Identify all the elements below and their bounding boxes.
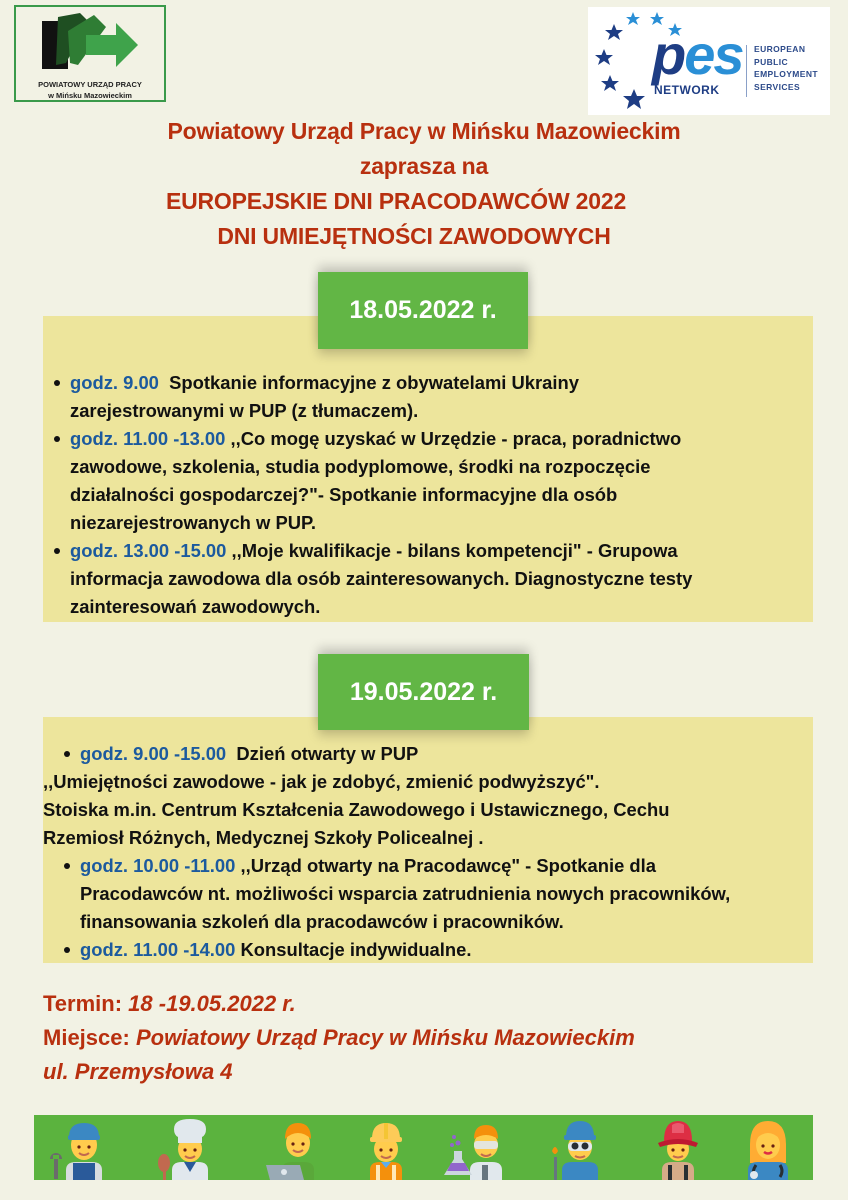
- bullet-icon: [54, 380, 60, 386]
- health-worker-icon: [732, 1115, 798, 1180]
- firefighter-icon: [644, 1115, 710, 1180]
- pup-logo-line1: POWIATOWY URZĄD PRACY: [38, 80, 142, 89]
- pes-divider: [746, 45, 747, 97]
- mechanic-icon: [46, 1115, 112, 1180]
- bullet-icon: [64, 947, 70, 953]
- event-day2-3: godz. 11.00 -14.00 Konsultacje indywidualne.: [80, 939, 472, 960]
- title-event: EUROPEJSKIE DNI PRACODAWCÓW 2022: [165, 188, 627, 214]
- technologist-icon: [260, 1115, 326, 1180]
- bullet-icon: [54, 436, 60, 442]
- title-invites: zaprasza na: [359, 153, 489, 179]
- event-time: godz. 9.00: [70, 372, 159, 393]
- construction-worker-icon: [352, 1115, 418, 1180]
- date-badge-day1: 18.05.2022 r.: [318, 272, 528, 349]
- cook-icon: [152, 1115, 218, 1180]
- event-place: Miejsce: Powiatowy Urząd Pracy w Mińsku Mazowieckim: [43, 1025, 635, 1050]
- event-time: godz. 13.00 -15.00: [70, 540, 227, 561]
- pup-arrows-icon: [38, 13, 146, 77]
- pup-logo-line2: w Mińsku Mazowieckim: [48, 91, 132, 100]
- pes-network-label: NETWORK: [654, 83, 720, 97]
- event-day2-1-head: godz. 9.00 -15.00 Dzień otwarty w PUP: [80, 743, 419, 764]
- event-time: godz. 10.00 -11.00: [80, 855, 236, 876]
- date-badge-day2: 19.05.2022 r.: [318, 654, 529, 730]
- event-day1-2: godz. 11.00 -13.00 ,,Co mogę uzyskać w Urzędzie - praca, poradnictwo zawodowe, szkolenia, studia podyplomowe, środki na rozpoczęcie działalności gospodarczej?"- Spotkanie informacyjne dla osób niezarejestrowanych w PUP.: [70, 428, 682, 533]
- professions-banner: [34, 1115, 813, 1180]
- event-time: godz. 11.00 -13.00: [70, 428, 226, 449]
- pes-subtitle: EUROPEAN PUBLIC EMPLOYMENT SERVICES: [754, 44, 818, 92]
- pes-network-logo: [588, 7, 830, 115]
- event-time: godz. 11.00 -14.00: [80, 939, 236, 960]
- event-address: ul. Przemysłowa 4: [43, 1059, 233, 1084]
- pup-logo: [14, 5, 166, 102]
- scientist-icon: [444, 1115, 510, 1180]
- title-subevent: DNI UMIEJĘTNOŚCI ZAWODOWYCH: [217, 223, 611, 249]
- event-time: godz. 9.00 -15.00: [80, 743, 227, 764]
- event-day1-1: godz. 9.00 Spotkanie informacyjne z obywatelami Ukrainy zarejestrowanymi w PUP (z tłumaczem).: [70, 372, 579, 421]
- title-organizer: Powiatowy Urząd Pracy w Mińsku Mazowieckim: [167, 118, 681, 144]
- event-day1-3: godz. 13.00 -15.00 ,,Moje kwalifikacje - bilans kompetencji" - Grupowa informacja zawodowa dla osób zainteresowanych. Diagnostyczne testy zainteresowań zawodowych.: [70, 540, 693, 617]
- event-day2-2: godz. 10.00 -11.00 ,,Urząd otwarty na Pracodawcę" - Spotkanie dla Pracodawców nt. możliwości wsparcia zatrudnienia nowych pracowników, finansowania szkoleń dla pracodawców i pracowników.: [80, 855, 731, 932]
- bullet-icon: [64, 863, 70, 869]
- event-day2-1-body: ,,Umiejętności zawodowe - jak je zdobyć, zmienić podwyższyć". Stoiska m.in. Centrum Kształcenia Zawodowego i Ustawicznego, Cechu Rzemiosł Różnych, Medycznej Szkoły Policealnej .: [43, 771, 670, 848]
- bullet-icon: [54, 548, 60, 554]
- pes-wordmark: pes: [652, 23, 743, 86]
- bullet-icon: [64, 751, 70, 757]
- event-term: Termin: 18 -19.05.2022 r.: [43, 991, 296, 1016]
- factory-worker-icon: [544, 1115, 610, 1180]
